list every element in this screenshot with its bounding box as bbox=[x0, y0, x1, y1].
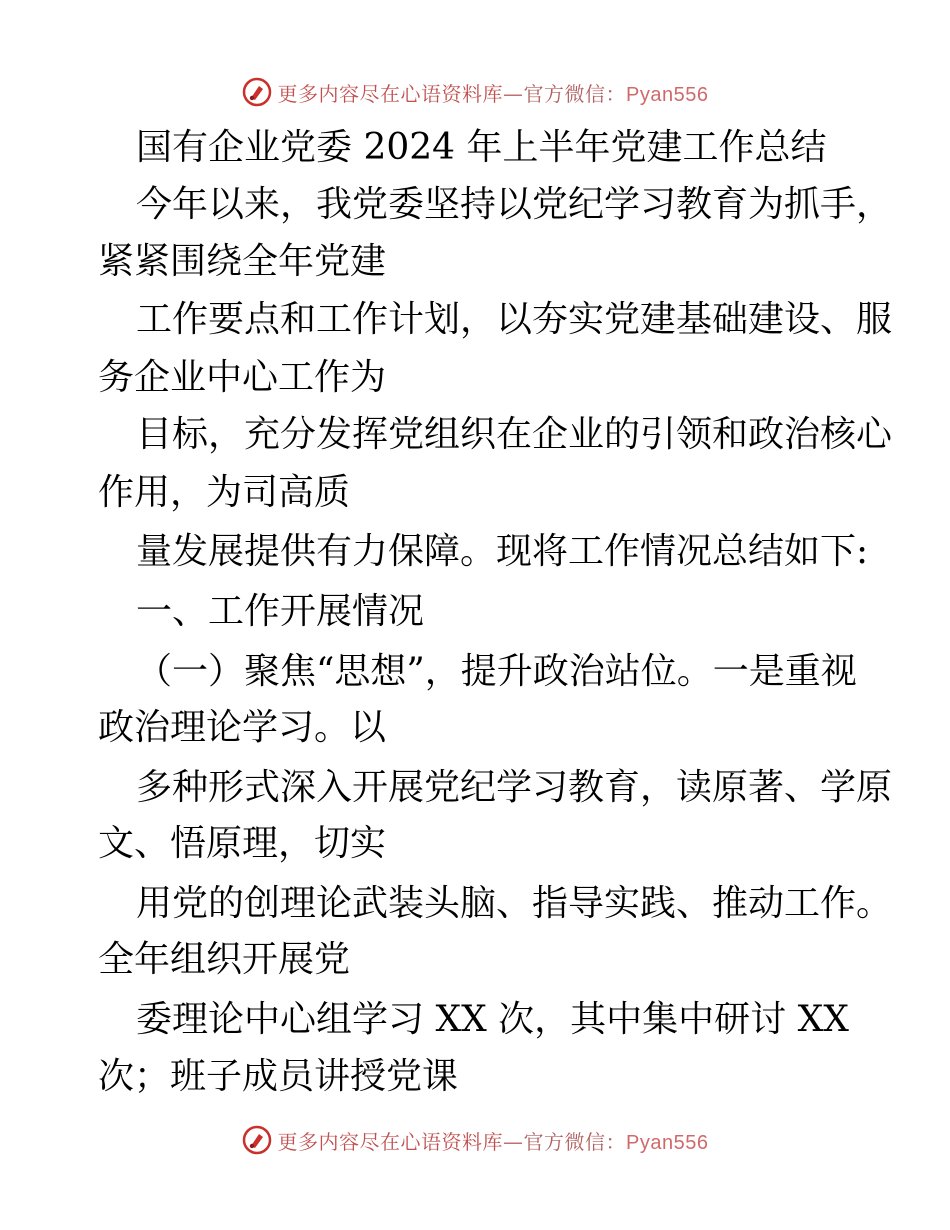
watermark-id: Pyan556 bbox=[626, 1131, 709, 1154]
text-line: 用党的创理论武装头脑、指导实践、推动工作。 bbox=[136, 883, 893, 924]
text-line: 多种形式深入开展党纪学习教育，读原著、学原 bbox=[136, 767, 893, 808]
text-line: 目标，充分发挥党组织在企业的引领和政治核心 bbox=[136, 414, 893, 455]
logo-icon bbox=[242, 77, 272, 107]
text-line: 政治理论学习。以 bbox=[98, 707, 387, 748]
text-line: 文、悟原理，切实 bbox=[98, 823, 387, 864]
text-line: 次；班子成员讲授党课 bbox=[98, 1056, 459, 1097]
watermark-text bbox=[278, 1126, 709, 1155]
watermark-dash: — bbox=[503, 1129, 524, 1154]
text-line: 务企业中心工作为 bbox=[98, 357, 387, 398]
text-line: 作用，为司高质 bbox=[98, 472, 351, 513]
watermark-wechat: 官方微信： bbox=[523, 81, 627, 106]
watermark-main: 更多内容尽在心语资料库 bbox=[277, 81, 504, 106]
text-line: 工作要点和工作计划，以夯实党建基础建设、服 bbox=[136, 299, 893, 340]
logo-icon bbox=[242, 1125, 272, 1155]
text-line: 今年以来，我党委坚持以党纪学习教育为抓手， bbox=[136, 184, 893, 225]
subsection-heading: （一）聚焦“思想”，提升政治站位。一是重视 bbox=[136, 651, 857, 692]
watermark-text bbox=[278, 78, 709, 107]
document-title: 国有企业党委 2024 年上半年党建工作总结 bbox=[136, 127, 827, 168]
text-line: 紧紧围绕全年党建 bbox=[98, 241, 387, 282]
watermark-footer bbox=[0, 1120, 950, 1160]
text-line: 委理论中心组学习 XX 次，其中集中研讨 XX bbox=[136, 999, 849, 1040]
text-line: 量发展提供有力保障。现将工作情况总结如下: bbox=[136, 531, 869, 572]
watermark-wechat: 官方微信： bbox=[523, 1129, 627, 1154]
watermark-main: 更多内容尽在心语资料库 bbox=[277, 1129, 504, 1154]
section-heading: 一、工作开展情况 bbox=[136, 591, 425, 632]
watermark-header bbox=[0, 72, 950, 112]
watermark-dash: — bbox=[503, 81, 524, 106]
watermark-id: Pyan556 bbox=[626, 83, 709, 106]
text-line: 全年组织开展党 bbox=[98, 939, 351, 980]
